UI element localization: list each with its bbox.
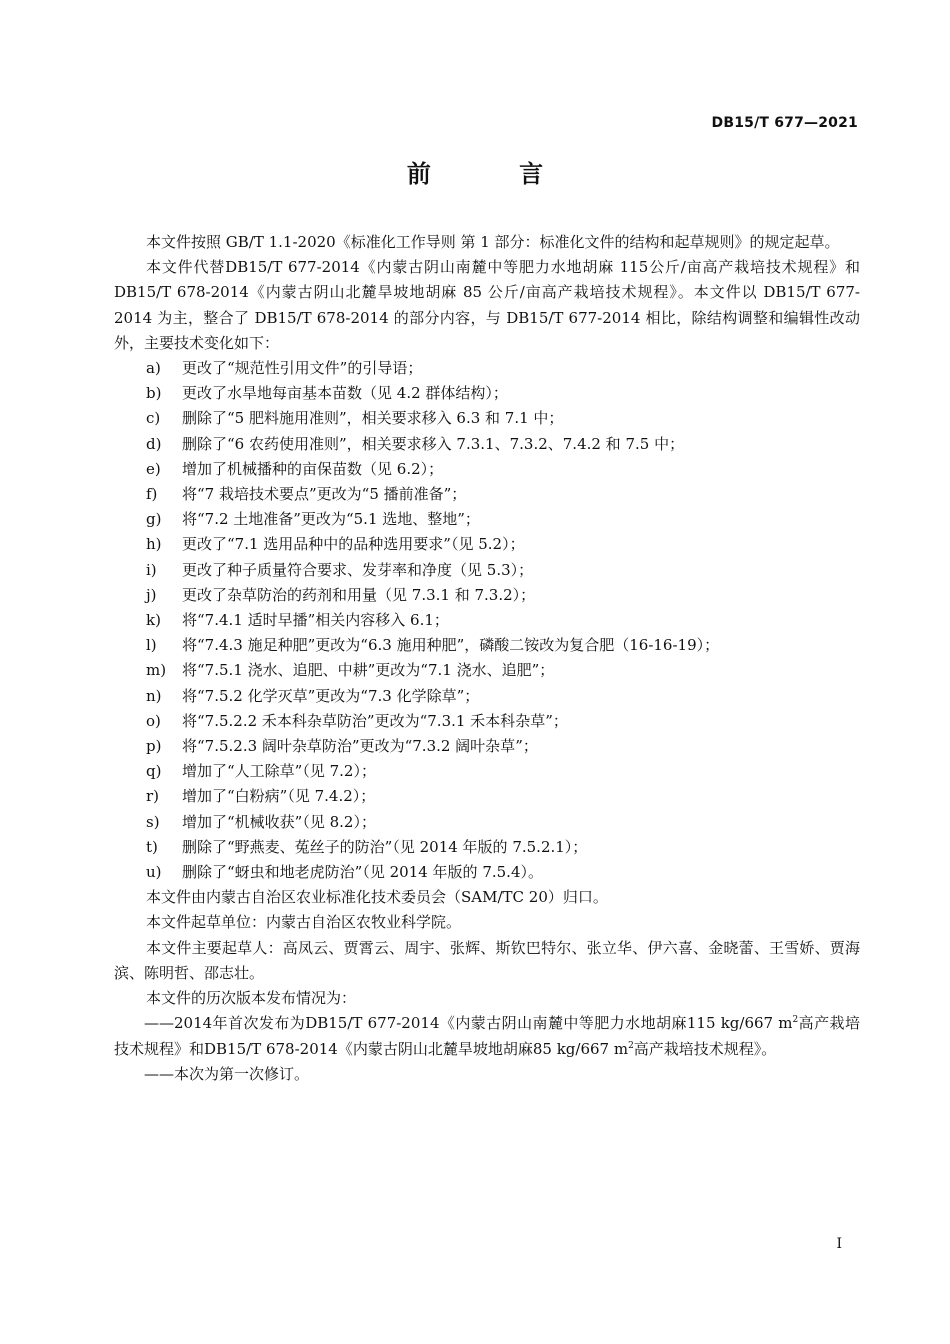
list-item-text: 删除了“野燕麦、菟丝子的防治”（见 2014 年版的 7.5.2.1）； [182,837,588,856]
list-item-text: 删除了“蚜虫和地老虎防治”（见 2014 年版的 7.5.4）。 [182,863,543,882]
list-item-text: 将“7 栽培技术要点”更改为“5 播前准备”； [182,485,467,504]
list-item-label: b) [146,384,162,403]
list-item [114,432,860,457]
history-text-part2: 高产栽培技术规程》和DB15/T 678-2014《内蒙古阴山北麓旱坡地胡麻85 kg/667 m [114,1014,860,1058]
page-number: I [836,1236,842,1252]
list-item [114,356,860,381]
list-item-label: s) [146,812,160,831]
list-item [114,684,860,709]
list-item-label: g) [146,510,162,529]
list-item-label: i) [146,560,157,579]
list-item-label: p) [146,737,162,756]
list-item [114,507,860,532]
list-item-label: m) [146,661,167,680]
list-item [114,532,860,557]
list-item-text: 删除了“5 肥料施用准则”，相关要求移入 6.3 和 7.1 中； [182,409,564,428]
list-item-text: 将“7.4.1 适时早播”相关内容移入 6.1； [182,611,449,630]
list-item-text: 将“7.5.2.2 禾本科杂草防治”更改为“7.3.1 禾本科杂草”； [182,711,568,730]
paragraph-drafting-unit: 本文件起草单位：内蒙古自治区农牧业科学院。 [146,913,462,932]
list-item-label: h) [146,535,162,554]
change-list [114,356,860,885]
list-item-text: 将“7.5.2 化学灭草”更改为“7.3 化学除草”； [182,686,480,705]
list-item-text: 更改了水旱地每亩基本苗数（见 4.2 群体结构）； [182,384,508,403]
list-item-label: q) [146,762,162,781]
list-item-label: n) [146,686,162,705]
list-item [114,482,860,507]
list-item [114,583,860,608]
paragraph-replacement: 本文件代替DB15/T 677-2014《内蒙古阴山南麓中等肥力水地胡麻 115公斤/亩高产栽培技术规程》和 DB15/T 678-2014《内蒙古阴山北麓旱坡地胡麻 85 公斤/亩高产栽培技术规程》。本文件以 DB15/T 677-2014 为主，整合了 DB15/T 678-2014 的部分内容，与 DB15/T 677-2014 相比，除结构调整和编辑性改动外，主要技术变化如下： [114,258,860,352]
list-item [114,759,860,784]
list-item-label: o) [146,711,161,730]
list-item [114,633,860,658]
list-item-label: d) [146,434,162,453]
document-body [114,230,860,1087]
superscript-two: 2 [628,1040,634,1051]
list-item-text: 增加了“人工除草”（见 7.2）； [182,762,376,781]
paragraph-history-first [114,1011,860,1061]
list-item-label: j) [146,585,157,604]
list-item [114,734,860,759]
list-item [114,810,860,835]
list-item-label: r) [146,787,160,806]
list-item-label: u) [146,863,162,882]
list-item-text: 删除了“6 农药使用准则”，相关要求移入 7.3.1、7.3.2、7.4.2 和 7.5 中； [182,434,685,453]
list-item-text: 将“7.2 土地准备”更改为“5.1 选地、整地”； [182,510,480,529]
list-item-label: l) [146,636,157,655]
list-item-text: 增加了机械播种的亩保苗数（见 6.2）； [182,459,444,478]
paragraph-history-revision: ——本次为第一次修订。 [144,1064,310,1083]
paragraph-drafting-basis: 本文件按照 GB/T 1.1-2020《标准化工作导则 第 1 部分：标准化文件的结构和起草规则》的规定起草。 [146,233,840,251]
superscript-two: 2 [792,1015,799,1026]
list-item [114,406,860,431]
list-item [114,658,860,683]
list-item [114,860,860,885]
list-item-text: 更改了种子质量符合要求、发芽率和净度（见 5.3）； [182,560,534,579]
history-text-part3: 高产栽培技术规程》。 [633,1039,777,1058]
list-item-label: f) [146,485,158,504]
list-item-text: 将“7.4.3 施足种肥”更改为“6.3 施用种肥”，磷酸二铵改为复合肥（16-16-19）； [182,636,720,655]
list-item-text: 将“7.5.1 浇水、追肥、中耕”更改为“7.1 浇水、追肥”； [182,661,555,680]
list-item [114,558,860,583]
list-item-label: c) [146,409,161,428]
page-title: 前 言 [406,160,584,188]
list-item-text: 更改了“7.1 选用品种中的品种选用要求”（见 5.2）； [182,535,525,554]
list-item-label: k) [146,611,161,630]
list-item [114,709,860,734]
list-item [114,835,860,860]
paragraph-history-intro: 本文件的历次版本发布情况为： [146,989,357,1008]
document-code: DB15/T 677—2021 [711,115,858,131]
list-item-text: 更改了“规范性引用文件”的引导语； [182,359,423,378]
list-item [114,381,860,406]
list-item-label: e) [146,459,161,478]
list-item-text: 增加了“白粉病”（见 7.4.2）； [182,787,376,806]
list-item [114,608,860,633]
list-item-label: a) [146,359,161,378]
paragraph-drafters: 本文件主要起草人：高凤云、贾霄云、周宇、张辉、斯钦巴特尔、张立华、伊六喜、金晓蕾、王雪娇、贾海滨、陈明哲、邵志壮。 [114,938,860,982]
list-item [114,457,860,482]
list-item-text: 增加了“机械收获”（见 8.2）； [182,812,376,831]
list-item-text: 更改了杂草防治的药剂和用量（见 7.3.1 和 7.3.2）； [182,585,536,604]
list-item [114,784,860,809]
history-text-part1: ——2014年首次发布为DB15/T 677-2014《内蒙古阴山南麓中等肥力水地胡麻115 kg/667 m [144,1014,793,1033]
list-item-text: 将“7.5.2.3 阔叶杂草防治”更改为“7.3.2 阔叶杂草”； [182,737,538,756]
list-item-label: t) [146,837,158,856]
paragraph-committee: 本文件由内蒙古自治区农业标准化技术委员会（SAM/TC 20）归口。 [146,888,608,907]
